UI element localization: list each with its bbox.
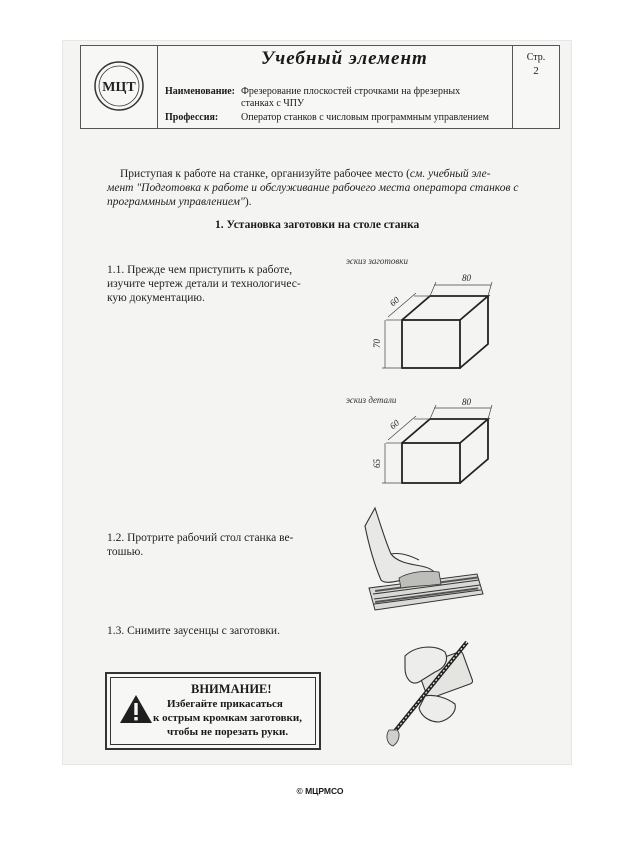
part-front-face xyxy=(402,443,460,483)
blank-sketch-caption: эскиз заготовки xyxy=(346,256,408,266)
warning-triangle-icon xyxy=(119,694,153,724)
intro-line-3: программным управлением"). xyxy=(107,196,252,208)
document-header xyxy=(80,45,560,129)
warning-title: ВНИМАНИЕ! xyxy=(191,682,272,696)
part-sketch-caption: эскиз детали xyxy=(346,395,397,405)
part-length-dim: 80 xyxy=(462,397,471,407)
step-1-1-line-2: изучите чертеж детали и технологичес- xyxy=(107,278,301,290)
logo-text: МЦТ xyxy=(102,80,136,95)
step-1-2-line-1: 1.2. Протрите рабочий стол станка ве- xyxy=(107,532,294,544)
page-number-cell xyxy=(512,46,559,128)
institution-logo xyxy=(93,60,145,112)
warning-line-1: Избегайте прикасаться xyxy=(167,698,283,710)
name-label: Наименование: xyxy=(165,86,235,97)
profession-label: Профессия: xyxy=(165,112,219,123)
profession-value: Оператор станков с числовым программным управлением xyxy=(241,112,489,123)
step-1-2-line-2: тошью. xyxy=(107,546,144,558)
page-number: 2 xyxy=(533,65,539,77)
part-sketch-drawing xyxy=(360,395,510,495)
part-height-dim: 65 xyxy=(372,459,382,468)
wiping-table-illustration xyxy=(355,506,490,628)
warning-line-3: чтобы не порезать руки. xyxy=(167,726,289,738)
step-1-1-line-1: 1.1. Прежде чем приступить к работе, xyxy=(107,264,293,276)
step-1-1-line-3: кую документацию. xyxy=(107,292,205,304)
name-value-line2: станках с ЧПУ xyxy=(241,98,305,109)
warning-box xyxy=(105,672,321,750)
deburring-illustration xyxy=(375,638,495,748)
blank-height-dim: 70 xyxy=(372,339,382,348)
intro-line-2: мент "Подготовка к работе и обслуживание рабочего места оператора станков с xyxy=(107,182,519,194)
document-title: Учебный элемент xyxy=(261,48,428,69)
step-1-3: 1.3. Снимите заусенцы с заготовки. xyxy=(107,625,280,637)
blank-width-dim: 60 xyxy=(387,294,402,309)
blank-front-face xyxy=(402,320,460,368)
part-width-dim: 60 xyxy=(387,417,402,432)
intro-line-1: Приступая к работе на станке, организуйте рабочее место (см. учебный эле- xyxy=(120,168,491,180)
blank-length-dim: 80 xyxy=(462,273,471,283)
blank-sketch-drawing xyxy=(360,268,510,378)
name-value-line1: Фрезерование плоскостей строчками на фрезерных xyxy=(241,86,461,97)
copyright-footer: © МЦРМСО xyxy=(296,786,344,796)
page-label: Стр. xyxy=(526,52,546,63)
warning-line-2: к острым кромкам заготовки, xyxy=(153,712,302,724)
section-heading: 1. Установка заготовки на столе станка xyxy=(215,219,420,231)
logo-cell xyxy=(81,46,158,128)
